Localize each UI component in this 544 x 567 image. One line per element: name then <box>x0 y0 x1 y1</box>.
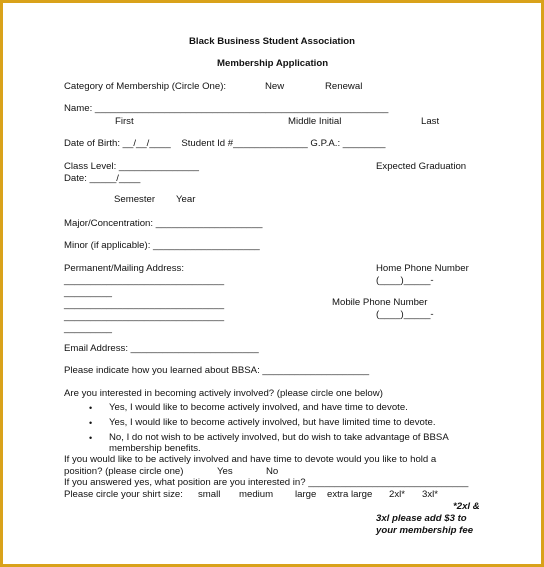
position-interest-field: If you answered yes, what position are you interested in? ______________________________ <box>64 477 469 488</box>
major-field: Major/Concentration: ____________________ <box>64 218 263 229</box>
shirt-size-3xl: 3xl* <box>422 489 438 500</box>
class-level-field: Class Level: _______________ <box>64 161 199 172</box>
fee-note-line-1: *2xl & <box>453 501 480 512</box>
expected-graduation-label: Expected Graduation <box>376 161 467 172</box>
home-phone-label: Home Phone Number <box>376 263 469 274</box>
graduation-date-field: Date: _____/____ <box>64 173 141 184</box>
involvement-option-1: Yes, I would like to become actively involved, and have time to devote. <box>109 402 408 413</box>
address-line-2: _________ <box>64 287 113 298</box>
name-last-label: Last <box>421 116 440 127</box>
address-label: Permanent/Mailing Address: <box>64 263 184 274</box>
address-line-4: ______________________________ <box>64 311 225 322</box>
name-middle-label: Middle Initial <box>288 116 342 127</box>
org-name: Black Business Student Association <box>189 36 355 47</box>
mobile-phone-field: (____)_____- <box>376 309 434 320</box>
involvement-option-3: No, I do not wish to be actively involved, but do wish to take advantage of BBSA <box>109 432 449 443</box>
involvement-option-2: Yes, I would like to become actively involved, but have limited time to devote. <box>109 417 436 428</box>
form-title: Membership Application <box>217 58 329 69</box>
shirt-size-extra-large: extra large <box>327 489 373 500</box>
semester-label: Semester <box>114 194 156 205</box>
involvement-option-3-cont: membership benefits. <box>109 443 201 454</box>
bullet-icon: • <box>89 433 93 443</box>
category-new: New <box>265 81 285 92</box>
email-field: Email Address: ________________________ <box>64 343 259 354</box>
application-sheet <box>3 3 541 564</box>
category-label: Category of Membership (Circle One): <box>64 81 227 92</box>
name-first-label: First <box>115 116 134 127</box>
shirt-size-2xl: 2xl* <box>389 489 405 500</box>
address-line-5: _________ <box>64 323 113 334</box>
home-phone-field: (____)_____- <box>376 275 434 286</box>
bullet-icon: • <box>89 418 93 428</box>
position-question: If you would like to be actively involved and have time to devote would you like to hold a <box>64 454 437 465</box>
address-line-3: ______________________________ <box>64 299 225 310</box>
year-label: Year <box>176 194 196 205</box>
name-field: Name: _______________________________________________________ <box>64 103 389 114</box>
dob-id-gpa-line: Date of Birth: __/__/____ Student Id #______________ G.P.A.: ________ <box>64 138 386 149</box>
position-yes: Yes <box>217 466 233 477</box>
position-no: No <box>266 466 279 477</box>
fee-note-line-2: 3xl please add $3 to <box>376 513 467 524</box>
mobile-phone-label: Mobile Phone Number <box>332 297 428 308</box>
position-question-cont: position? (please circle one) <box>64 466 184 477</box>
address-line-1: ______________________________ <box>64 275 225 286</box>
minor-field: Minor (if applicable): ____________________ <box>64 240 260 251</box>
category-renewal: Renewal <box>325 81 363 92</box>
fee-note-line-3: your membership fee <box>376 525 474 536</box>
shirt-size-medium: medium <box>239 489 274 500</box>
involvement-question: Are you interested in becoming actively involved? (please circle one below) <box>64 388 383 399</box>
bullet-icon: • <box>89 403 93 413</box>
learned-about-field: Please indicate how you learned about BBSA: ____________________ <box>64 365 370 376</box>
shirt-size-small: small <box>198 489 221 500</box>
shirt-size-label: Please circle your shirt size: <box>64 489 183 500</box>
shirt-size-large: large <box>295 489 317 500</box>
